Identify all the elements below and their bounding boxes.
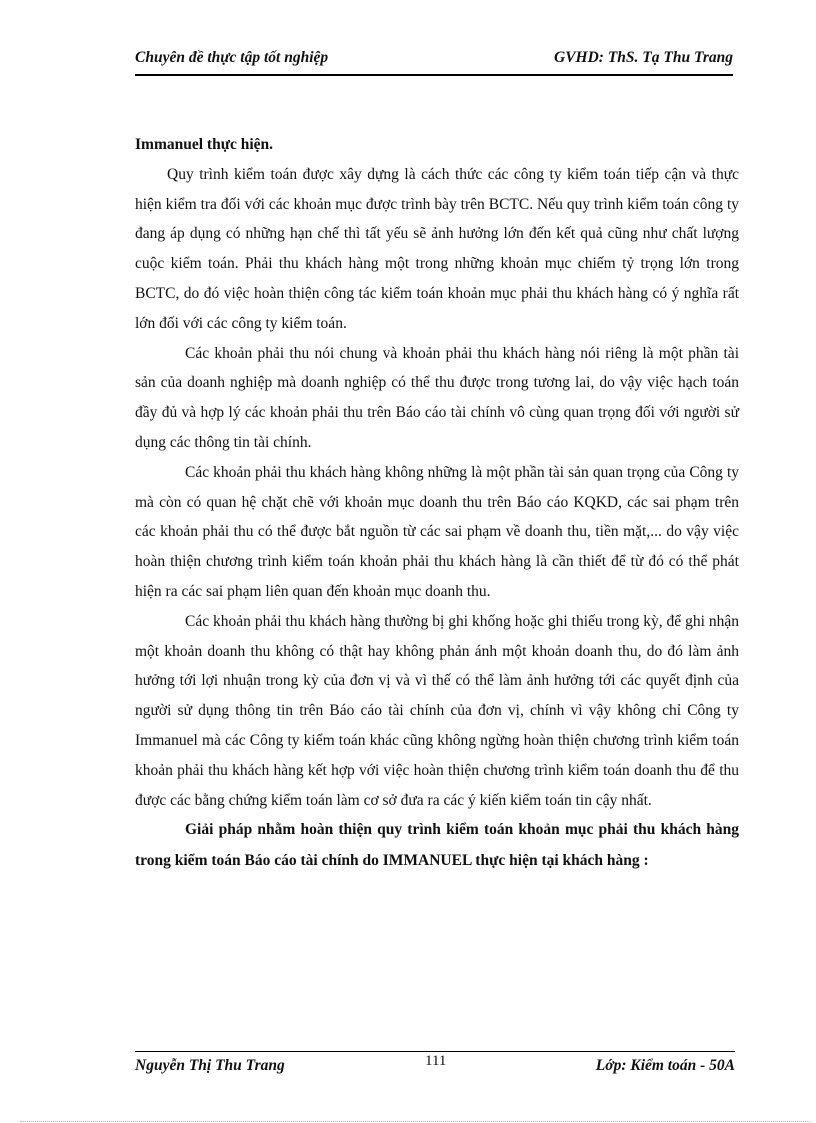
footer-class: Lớp: Kiểm toán - 50A — [595, 1057, 735, 1074]
section-heading: Giải pháp nhằm hoàn thiện quy trình kiểm toán khoản mục phải thu khách hàng trong kiểm toán Báo cáo tài chính do IMMANUEL thực hiện tại khách hàng : — [135, 821, 739, 869]
page-header — [135, 46, 733, 76]
document-body — [135, 130, 739, 876]
paragraph: Các khoản phải thu khách hàng thường bị ghi khống hoặc ghi thiếu trong kỳ, để ghi nhận một khoản doanh thu không có thật hay không phản ánh một khoản doanh thu, do đó làm ảnh hưởng tới lợi nhuận trong kỳ của đơn vị và vì thế có thể làm ảnh hưởng tới các quyết định của người sử dụng thông tin trên Báo cáo tài chính của đơn vị, chính vì vậy không chỉ Công ty Immanuel mà các Công ty kiểm toán khác cũng không ngừng hoàn thiện chương trình kiểm toán khoản phải thu khách hàng kết hợp với việc hoàn thiện chương trình kiểm toán doanh thu để thu được các bằng chứng kiểm toán làm cơ sở đưa ra các ý kiến kiểm toán tin cậy nhất. — [135, 612, 739, 809]
paragraph: Quy trình kiểm toán được xây dựng là cách thức các công ty kiểm toán tiếp cận và thực hiện kiểm tra đối với các khoản mục được trình bày trên BCTC. Nếu quy trình kiểm toán công ty đang áp dụng có những hạn chế thì tất yếu sẽ ảnh hưởng lớn đến kết quả cũng như chất lượng cuộc kiểm toán. Phải thu khách hàng một trong những khoản mục chiếm tỷ trọng lớn trong BCTC, do đó việc hoàn thiện công tác kiểm toán khoản mục phải thu khách hàng có ý nghĩa rất lớn đối với các công ty kiểm toán. — [135, 165, 739, 332]
paragraph: Các khoản phải thu khách hàng không những là một phần tài sản quan trọng của Công ty mà còn có quan hệ chặt chẽ với khoản mục doanh thu trên Báo cáo KQKD, các sai phạm trên các khoản phải thu có thể được bắt nguồn từ các sai phạm về doanh thu, tiền mặt,... do vậy việc hoàn thiện chương trình kiểm toán khoản phải thu khách hàng là cần thiết để từ đó có thể phát hiện ra các sai phạm liên quan đến khoản mục doanh thu. — [135, 463, 739, 600]
lead-line: Immanuel thực hiện. — [135, 136, 274, 153]
header-title: Chuyên đề thực tập tốt nghiệp — [135, 49, 329, 66]
header-advisor: GVHD: ThS. Tạ Thu Trang — [554, 49, 733, 66]
page-edge-divider — [20, 1121, 810, 1122]
paragraph: Các khoản phải thu nói chung và khoản phải thu khách hàng nói riêng là một phần tài sản của doanh nghiệp mà doanh nghiệp có thể thu được trong tương lai, do vậy việc hạch toán đầy đủ và hợp lý các khoản phải thu trên Báo cáo tài chính vô cùng quan trọng đối với người sử dụng các thông tin tài chính. — [135, 344, 739, 451]
footer-author: Nguyễn Thị Thu Trang — [135, 1057, 285, 1074]
page-number: 111 — [425, 1053, 447, 1069]
page-footer — [135, 1051, 735, 1082]
